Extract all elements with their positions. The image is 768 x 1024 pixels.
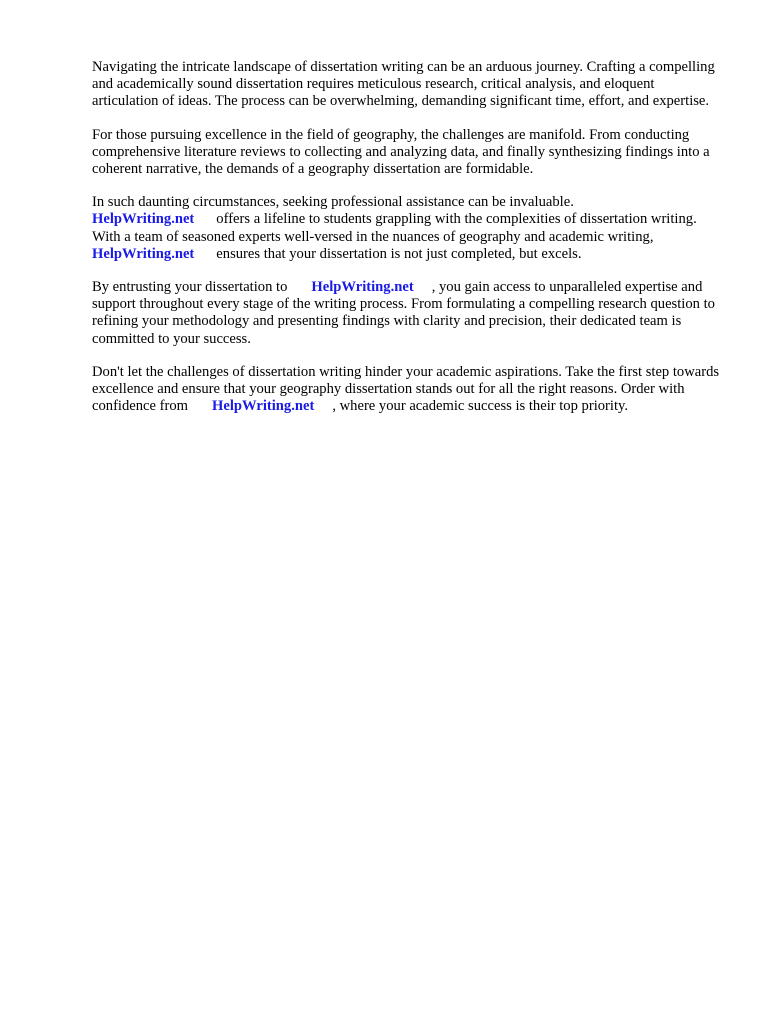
paragraph-geography-challenges [92, 127, 722, 179]
helpwriting-link-3[interactable]: HelpWriting.net [311, 279, 414, 296]
paragraph-geography-text: For those pursuing excellence in the field of geography, the challenges are manifold. From conducting comprehensive literature reviews to collecting and analyzing data, and finally synthesizing findings into a coherent narrative, the demands of a geography dissertation are formidable. [92, 126, 710, 178]
cta-text-after: , where your academic success is their top priority. [332, 398, 629, 415]
assistance-text-middle: offers a lifeline to students grappling with the complexities of dissertation writing. With a team of seasoned experts well-versed in the nuances of geography and academic writing, [92, 211, 697, 245]
helpwriting-link-1[interactable]: HelpWriting.net [92, 211, 195, 228]
paragraph-intro-text: Navigating the intricate landscape of dissertation writing can be an arduous journey. Crafting a compelling and academically sound dissertation requires meticulous research, critical analysis, and eloquent articulation of ideas. The process can be overwhelming, demanding significant time, effort, and expertise. [92, 59, 715, 110]
assistance-text-before: In such daunting circumstances, seeking professional assistance can be invaluable. [92, 194, 574, 211]
paragraph-entrusting [92, 279, 722, 348]
paragraph-assistance [92, 194, 722, 263]
document-page [92, 59, 722, 431]
cta-text-before: Don't let the challenges of dissertation writing hinder your academic aspirations. Take the first step towards excellence and ensure that your geography dissertation stands out for all the right reasons. Order with confidence from [92, 363, 720, 415]
entrusting-text-after: , you gain access to unparalleled expertise and support throughout every stage of the writing process. From formulating a compelling research question to refining your methodology and presenting findings with clarity and precision, their dedicated team is committed to your success. [92, 279, 715, 347]
helpwriting-link-4[interactable]: HelpWriting.net [212, 398, 315, 415]
assistance-text-after: ensures that your dissertation is not just completed, but excels. [216, 245, 582, 262]
entrusting-text-before: By entrusting your dissertation to [92, 279, 288, 296]
paragraph-call-to-action [92, 364, 722, 416]
paragraph-intro [92, 59, 722, 111]
helpwriting-link-2[interactable]: HelpWriting.net [92, 245, 195, 262]
